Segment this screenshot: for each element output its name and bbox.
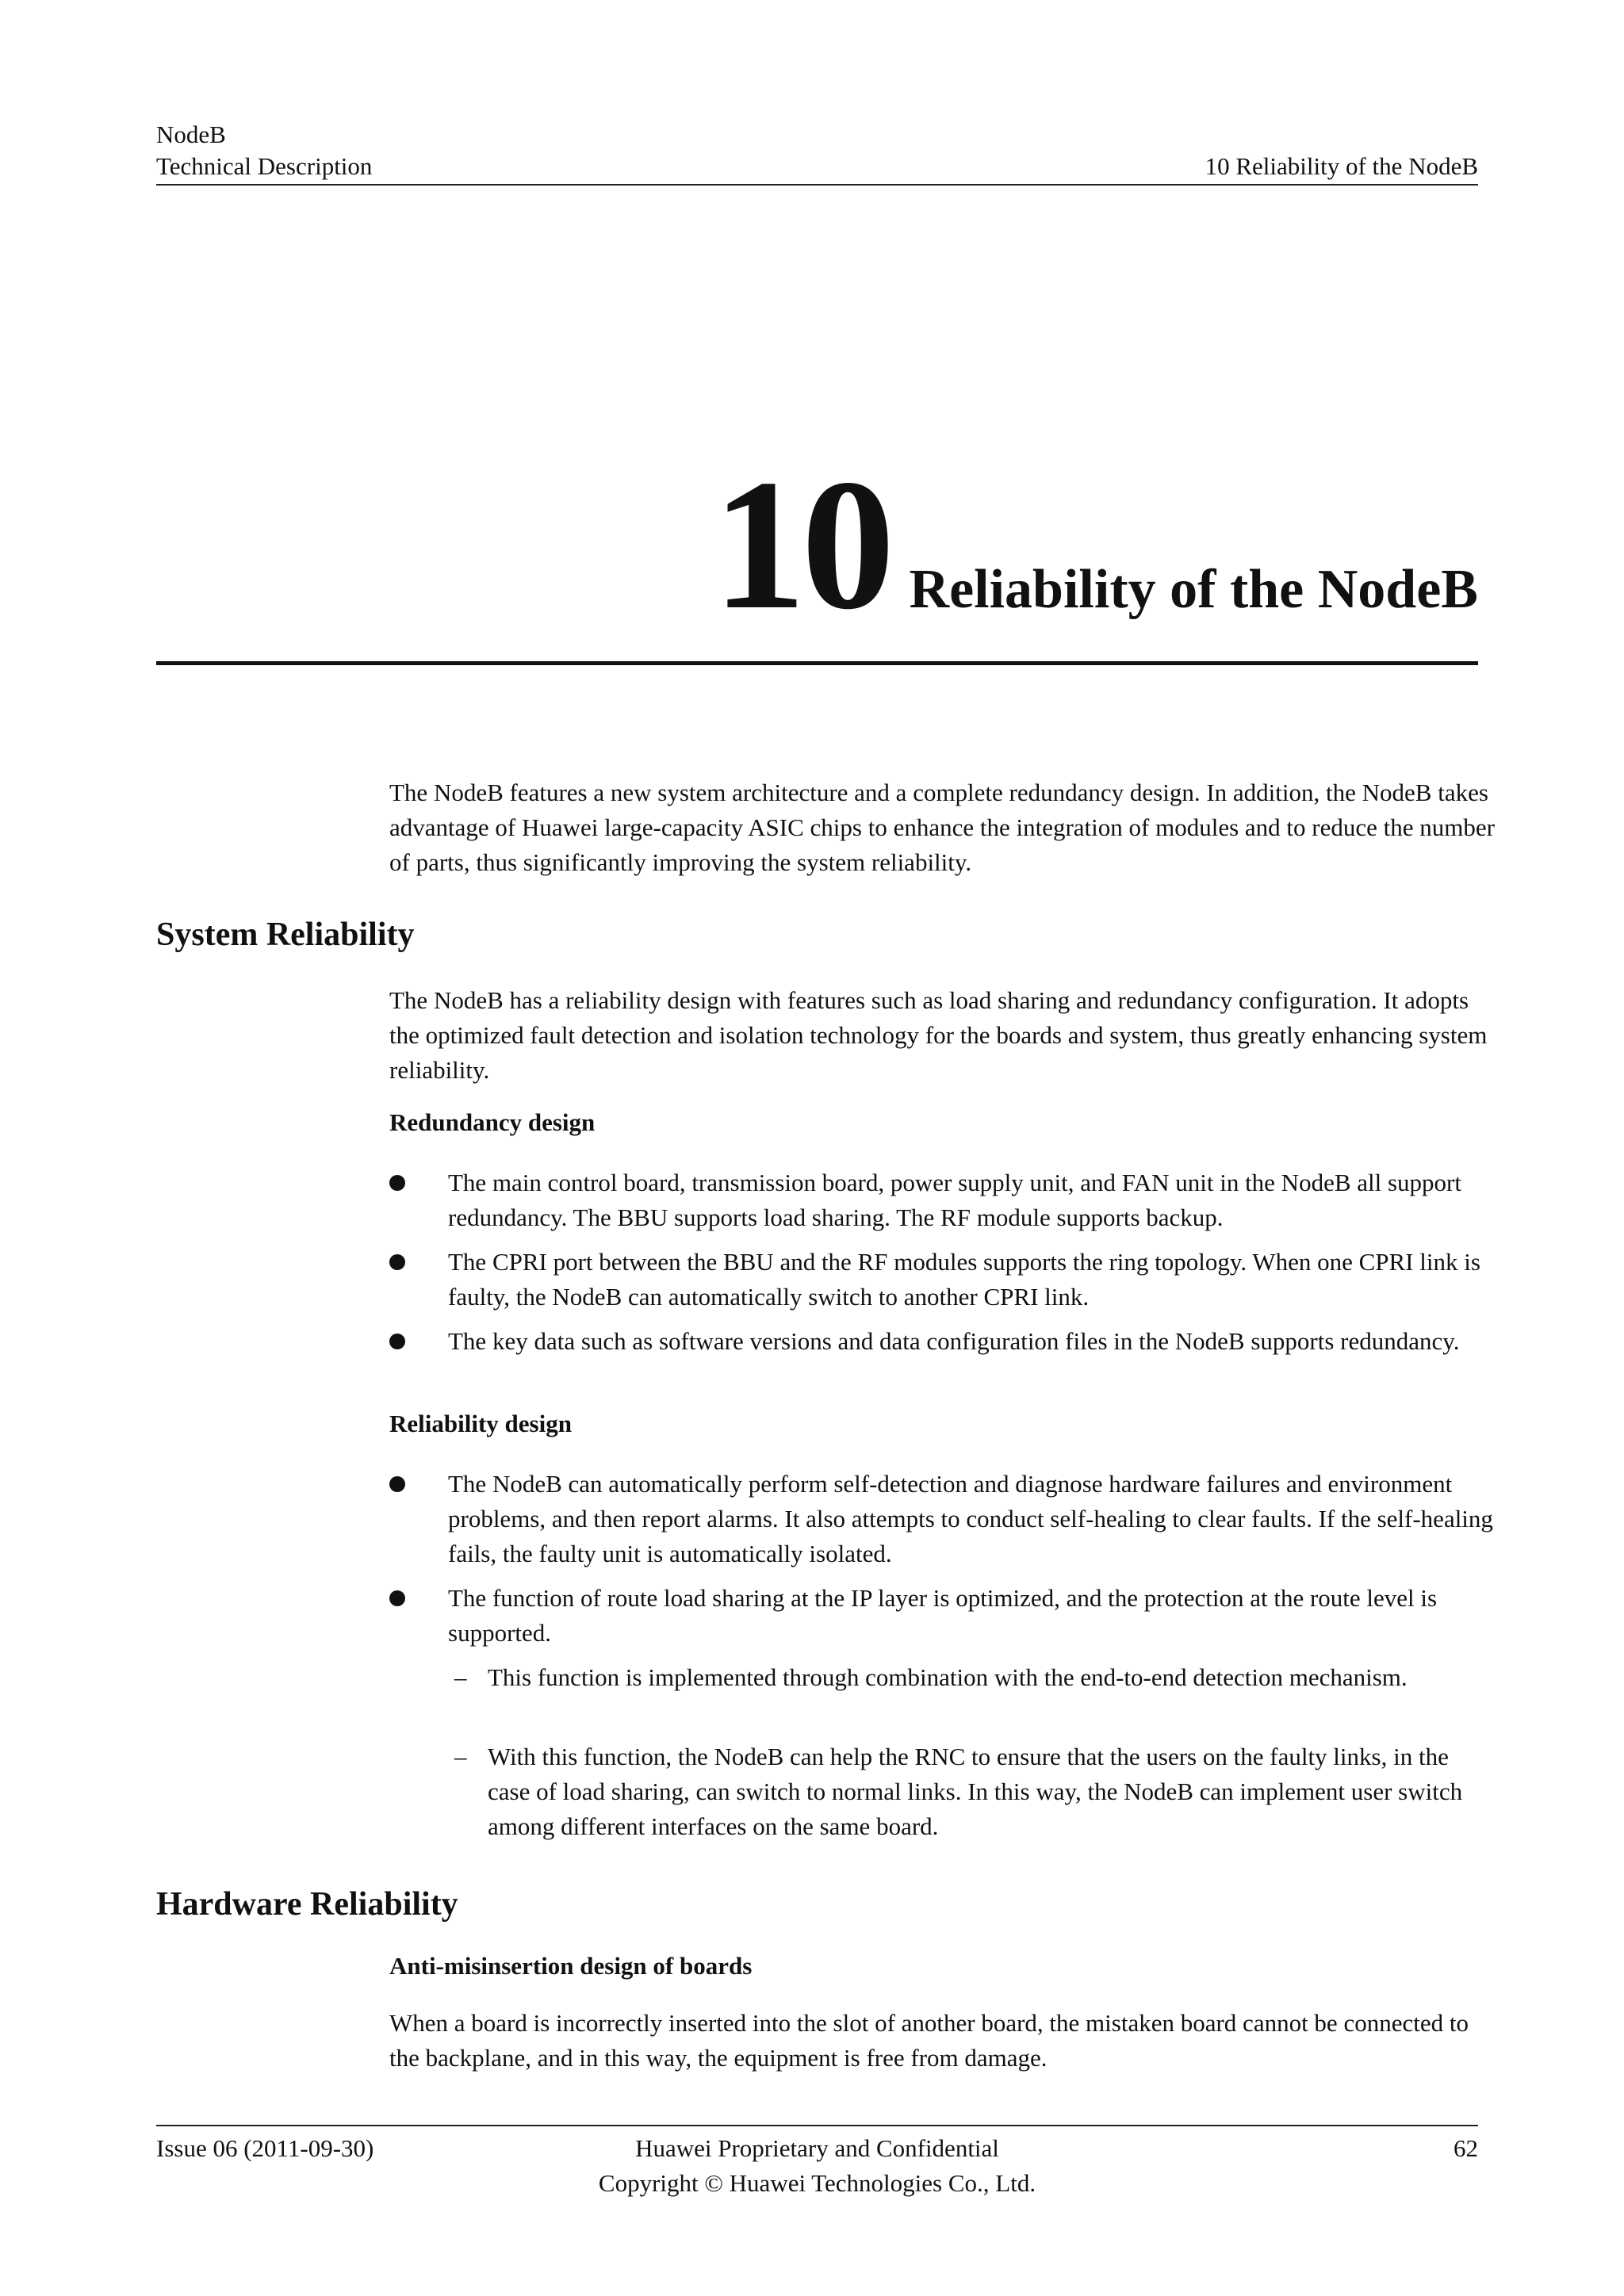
list-item-text: The NodeB can automatically perform self-detection and diagnose hardware failures and environment problems, and then report alarms. It also attempts to conduct self-healing to clear faults. If the self-healing fails, the faulty unit is automatically isolated. bbox=[448, 1470, 1493, 1567]
subheading-anti-misinsertion: Anti-misinsertion design of boards bbox=[389, 1952, 753, 1980]
sub-list-item bbox=[454, 1739, 1485, 1844]
dash-icon: – bbox=[454, 1663, 467, 1691]
bullet-icon bbox=[389, 1254, 405, 1270]
section-heading-system-reliability: System Reliability bbox=[156, 916, 415, 953]
sub-list-item-text: This function is implemented through combination with the end-to-end detection mechanism. bbox=[488, 1663, 1408, 1691]
list-item bbox=[389, 1581, 1500, 1651]
page-number: 62 bbox=[1454, 2134, 1478, 2162]
list-item bbox=[389, 1467, 1500, 1571]
footer-issue: Issue 06 (2011-09-30) bbox=[156, 2134, 374, 2162]
subheading-redundancy-design: Redundancy design bbox=[389, 1108, 596, 1136]
list-item bbox=[389, 1324, 1500, 1359]
footer-copyright: Copyright © Huawei Technologies Co., Ltd. bbox=[598, 2169, 1036, 2197]
bullet-icon bbox=[389, 1590, 405, 1606]
chapter-heading bbox=[712, 442, 1478, 649]
list-item-text: The function of route load sharing at the IP layer is optimized, and the protection at the route level is supported. bbox=[448, 1584, 1438, 1647]
system-reliability-paragraph: The NodeB has a reliability design with features such as load sharing and redundancy configuration. It adopts the optimized fault detection and isolation technology for the boards and system, thus greatly enhancing system reliability. bbox=[389, 986, 1488, 1084]
sub-list-item bbox=[454, 1660, 1485, 1695]
bullet-icon bbox=[389, 1175, 405, 1191]
section-heading-hardware-reliability: Hardware Reliability bbox=[156, 1886, 458, 1923]
subheading-reliability-design: Reliability design bbox=[389, 1410, 572, 1437]
chapter-divider bbox=[156, 661, 1478, 665]
header-doc-type: Technical Description bbox=[156, 152, 373, 180]
list-item bbox=[389, 1165, 1500, 1235]
list-item-text: The CPRI port between the BBU and the RF modules supports the ring topology. When one CPRI link is faulty, the NodeB can automatically switch to another CPRI link. bbox=[448, 1248, 1480, 1311]
bullet-icon bbox=[389, 1476, 405, 1492]
footer-divider bbox=[156, 2125, 1478, 2126]
header-chapter-ref: 10 Reliability of the NodeB bbox=[1205, 152, 1478, 180]
footer-center bbox=[156, 2131, 1478, 2201]
footer-confidential: Huawei Proprietary and Confidential bbox=[635, 2134, 999, 2162]
anti-misinsertion-paragraph: When a board is incorrectly inserted into the slot of another board, the mistaken board cannot be connected to the backplane, and in this way, the equipment is free from damage. bbox=[389, 2009, 1469, 2072]
chapter-number: 10 bbox=[712, 442, 891, 649]
list-item-text: The main control board, transmission board, power supply unit, and FAN unit in the NodeB all support redundancy. The BBU supports load sharing. The RF module supports backup. bbox=[448, 1169, 1461, 1231]
dash-icon: – bbox=[454, 1743, 467, 1770]
page-header bbox=[156, 119, 1478, 182]
list-item-text: The key data such as software versions and data configuration files in the NodeB supports redundancy. bbox=[448, 1327, 1460, 1355]
chapter-title: Reliability of the NodeB bbox=[909, 559, 1478, 620]
header-divider bbox=[156, 184, 1478, 186]
sub-list-item-text: With this function, the NodeB can help the RNC to ensure that the users on the faulty links, in the case of load sharing, can switch to normal links. In this way, the NodeB can implement user switch among different interfaces on the same board. bbox=[488, 1743, 1463, 1840]
list-item bbox=[389, 1245, 1500, 1314]
bullet-icon bbox=[389, 1334, 405, 1349]
intro-paragraph: The NodeB features a new system architecture and a complete redundancy design. In addition, the NodeB takes advantage of Huawei large-capacity ASIC chips to enhance the integration of modules and to reduce the number of parts, thus significantly improving the system reliability. bbox=[389, 779, 1495, 876]
header-product: NodeB bbox=[156, 121, 226, 148]
